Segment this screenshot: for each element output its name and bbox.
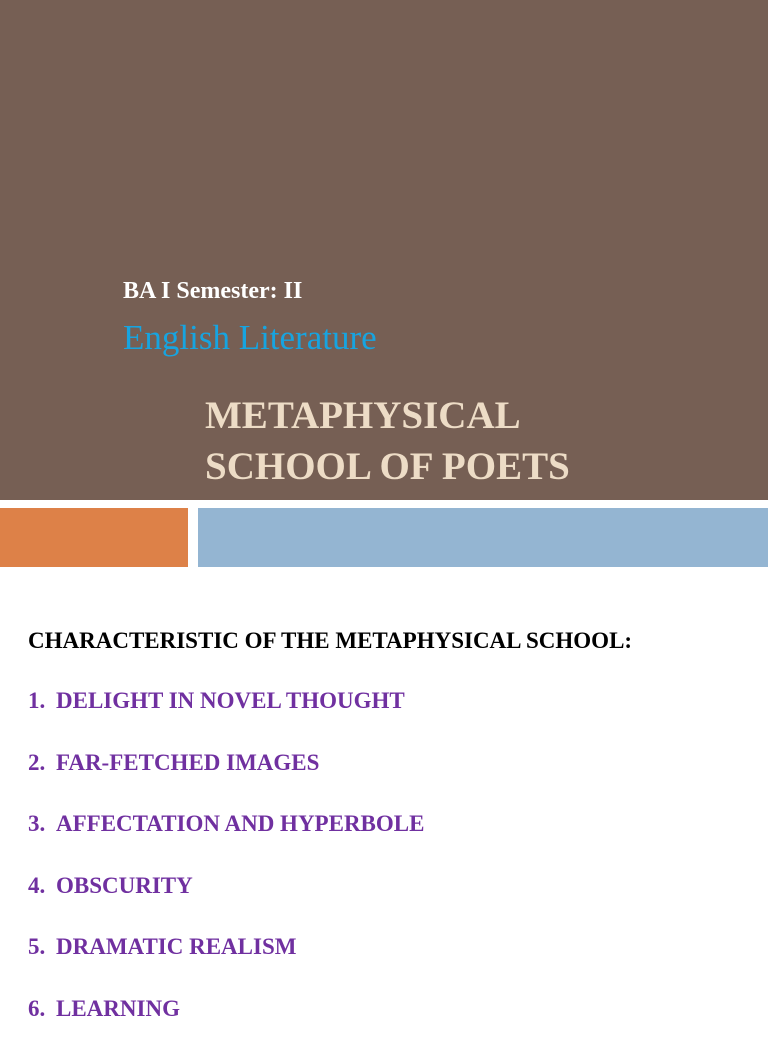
list-item-number: 4.	[28, 873, 56, 899]
list-item-label: DELIGHT IN NOVEL THOUGHT	[56, 688, 405, 713]
list-item-label: FAR-FETCHED IMAGES	[56, 750, 319, 775]
blue-accent-bar	[198, 508, 768, 567]
list-item	[28, 873, 424, 935]
slide-title	[205, 390, 570, 492]
title-panel	[0, 0, 768, 500]
list-item-label: LEARNING	[56, 996, 180, 1021]
slide-title-line-1: METAPHYSICAL	[205, 390, 570, 441]
list-item-label: DRAMATIC REALISM	[56, 934, 296, 959]
list-item-number: 3.	[28, 811, 56, 837]
slide-title-line-2: SCHOOL OF POETS	[205, 441, 570, 492]
list-item-number: 1.	[28, 688, 56, 714]
list-item-label: OBSCURITY	[56, 873, 193, 898]
list-item	[28, 750, 424, 812]
section-heading: CHARACTERISTIC OF THE METAPHYSICAL SCHOOL:	[28, 628, 632, 654]
list-item-label: AFFECTATION AND HYPERBOLE	[56, 811, 424, 836]
list-item	[28, 688, 424, 750]
list-item-number: 6.	[28, 996, 56, 1022]
list-item-number: 5.	[28, 934, 56, 960]
list-item	[28, 934, 424, 996]
orange-accent-bar	[0, 508, 188, 567]
characteristics-list	[28, 688, 424, 1057]
list-item-number: 2.	[28, 750, 56, 776]
list-item	[28, 996, 424, 1057]
list-item	[28, 811, 424, 873]
course-name: English Literature	[123, 318, 377, 358]
semester-subtitle: BA I Semester: II	[123, 278, 302, 305]
